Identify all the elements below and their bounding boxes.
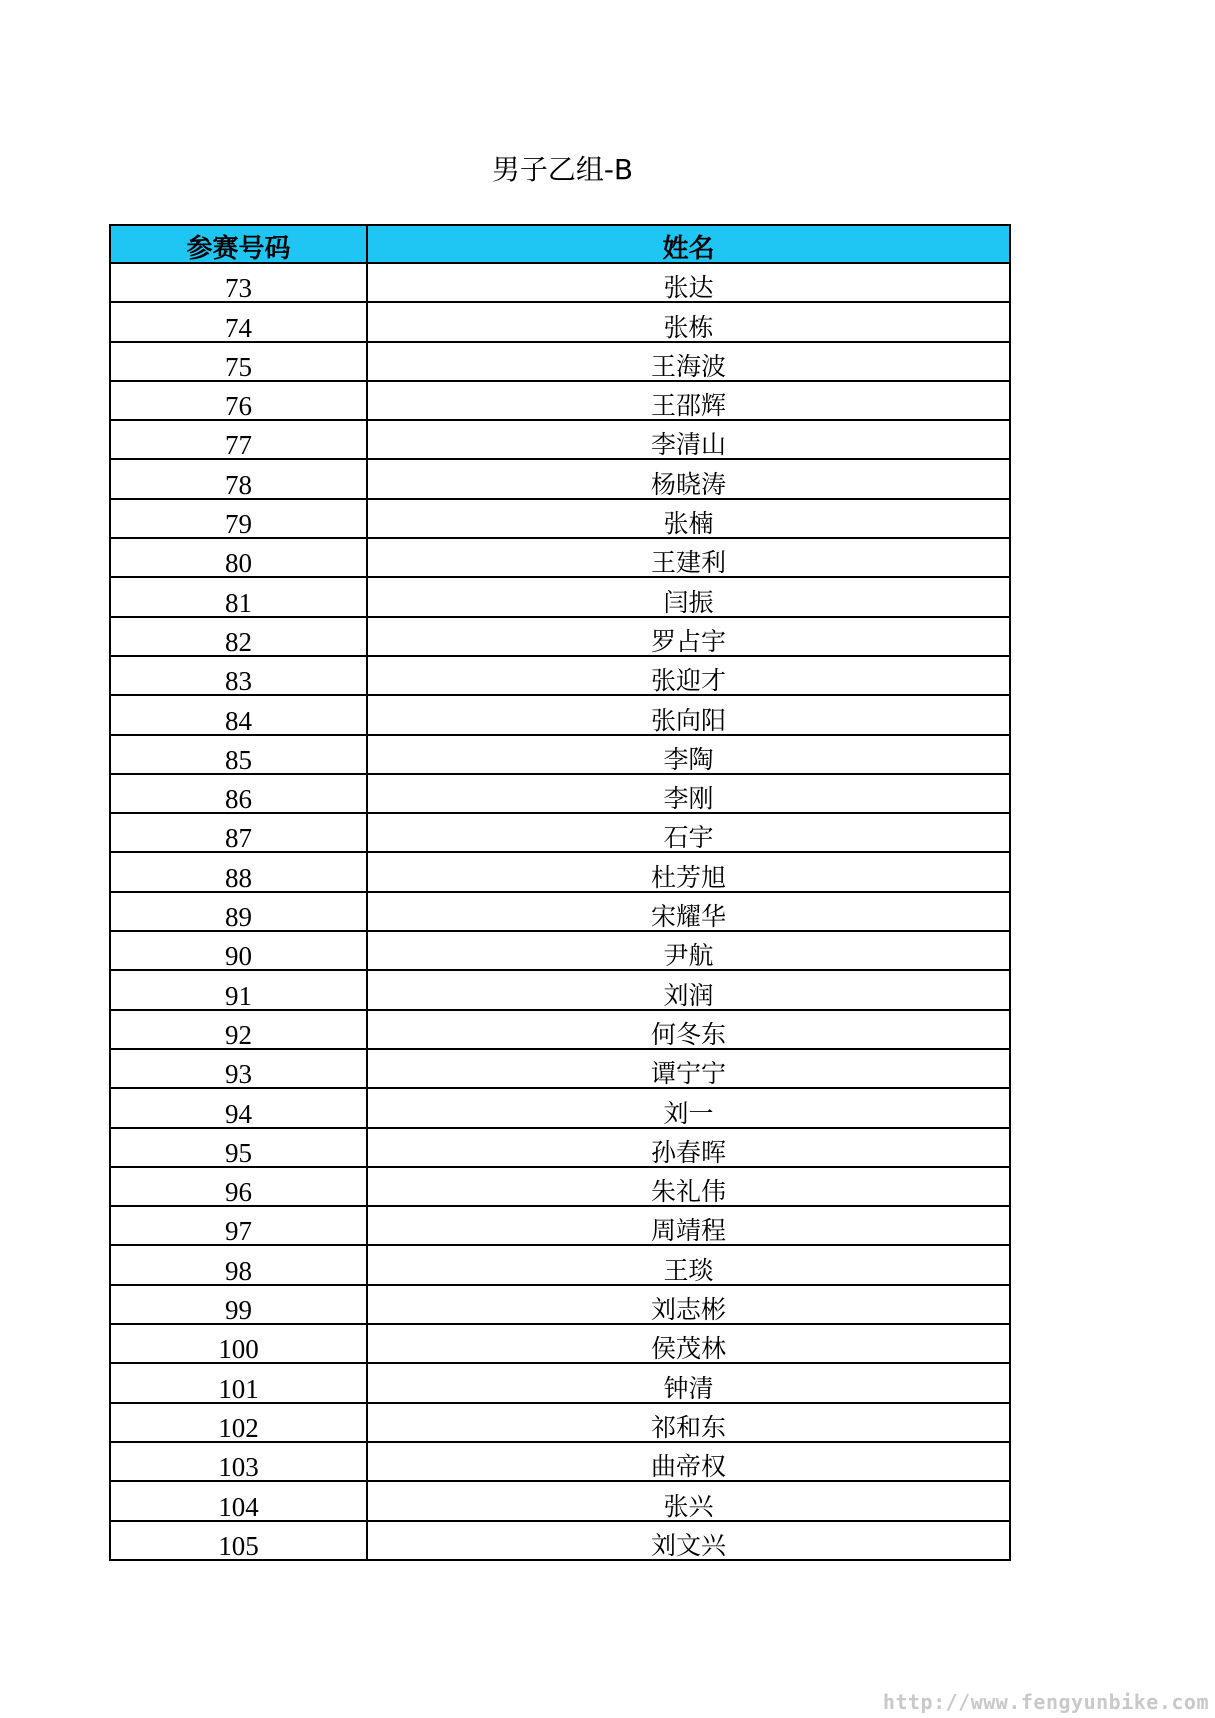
table-row [110, 970, 1010, 1009]
table-row [110, 1206, 1010, 1245]
participant-name: 刘润 [367, 970, 1010, 1009]
participant-name: 王琰 [367, 1245, 1010, 1284]
table-row [110, 1442, 1010, 1481]
participant-number: 77 [110, 420, 367, 459]
participant-name: 谭宁宁 [367, 1049, 1010, 1088]
table-row [110, 342, 1010, 381]
table-row [110, 459, 1010, 498]
table-row [110, 1285, 1010, 1324]
table-row [110, 1049, 1010, 1088]
table-row [110, 577, 1010, 616]
participant-number: 89 [110, 892, 367, 931]
participant-number: 80 [110, 538, 367, 577]
participant-number: 98 [110, 1245, 367, 1284]
participant-name: 张楠 [367, 499, 1010, 538]
table-row [110, 499, 1010, 538]
participant-name: 刘一 [367, 1088, 1010, 1127]
participant-number: 100 [110, 1324, 367, 1363]
table-row [110, 1481, 1010, 1520]
participant-number: 92 [110, 1010, 367, 1049]
participant-number: 94 [110, 1088, 367, 1127]
participant-name: 刘文兴 [367, 1521, 1010, 1560]
participant-number: 91 [110, 970, 367, 1009]
participant-name: 朱礼伟 [367, 1167, 1010, 1206]
participant-number: 90 [110, 931, 367, 970]
participant-name: 侯茂林 [367, 1324, 1010, 1363]
table-row [110, 813, 1010, 852]
participant-name: 李清山 [367, 420, 1010, 459]
participant-name: 宋耀华 [367, 892, 1010, 931]
participant-name: 杜芳旭 [367, 852, 1010, 891]
table-row [110, 1521, 1010, 1560]
participant-number: 73 [110, 263, 367, 302]
table-row [110, 1403, 1010, 1442]
participant-name: 王海波 [367, 342, 1010, 381]
participant-number: 87 [110, 813, 367, 852]
column-header-name: 姓名 [367, 225, 1010, 263]
participant-number: 74 [110, 302, 367, 341]
table-row [110, 656, 1010, 695]
table-header [110, 225, 1010, 263]
table-row [110, 695, 1010, 734]
participant-name: 杨晓涛 [367, 459, 1010, 498]
participant-number: 79 [110, 499, 367, 538]
participant-number: 83 [110, 656, 367, 695]
participant-number: 81 [110, 577, 367, 616]
roster-table [109, 224, 1011, 1561]
table-row [110, 263, 1010, 302]
participant-number: 84 [110, 695, 367, 734]
table-row [110, 1363, 1010, 1402]
participant-name: 闫振 [367, 577, 1010, 616]
participant-number: 75 [110, 342, 367, 381]
participant-number: 101 [110, 1363, 367, 1402]
participant-name: 石宇 [367, 813, 1010, 852]
table-row [110, 302, 1010, 341]
participant-number: 86 [110, 774, 367, 813]
participant-number: 88 [110, 852, 367, 891]
participant-name: 张兴 [367, 1481, 1010, 1520]
participant-name: 张栋 [367, 302, 1010, 341]
participant-name: 张迎才 [367, 656, 1010, 695]
participant-number: 99 [110, 1285, 367, 1324]
table-row [110, 1010, 1010, 1049]
table-row [110, 852, 1010, 891]
participant-name: 李刚 [367, 774, 1010, 813]
participant-name: 周靖程 [367, 1206, 1010, 1245]
participant-name: 王邵辉 [367, 381, 1010, 420]
participant-name: 孙春晖 [367, 1128, 1010, 1167]
participant-name: 张达 [367, 263, 1010, 302]
table-row [110, 420, 1010, 459]
participant-name: 王建利 [367, 538, 1010, 577]
participant-number: 104 [110, 1481, 367, 1520]
table-row [110, 381, 1010, 420]
table-row [110, 931, 1010, 970]
table-body [110, 263, 1010, 1560]
participant-name: 何冬东 [367, 1010, 1010, 1049]
participant-name: 罗占宇 [367, 617, 1010, 656]
table-row [110, 735, 1010, 774]
table-row [110, 538, 1010, 577]
participant-number: 78 [110, 459, 367, 498]
table-row [110, 1128, 1010, 1167]
participant-name: 钟清 [367, 1363, 1010, 1402]
participant-name: 李陶 [367, 735, 1010, 774]
participant-number: 103 [110, 1442, 367, 1481]
table-row [110, 1167, 1010, 1206]
watermark: http://www.fengyunbike.com [882, 1690, 1209, 1714]
participant-number: 97 [110, 1206, 367, 1245]
participant-number: 85 [110, 735, 367, 774]
table-row [110, 774, 1010, 813]
participant-number: 82 [110, 617, 367, 656]
participant-name: 尹航 [367, 931, 1010, 970]
participant-number: 76 [110, 381, 367, 420]
page-title: 男子乙组-B [491, 153, 634, 186]
participant-number: 95 [110, 1128, 367, 1167]
participant-name: 曲帝权 [367, 1442, 1010, 1481]
participant-name: 祁和东 [367, 1403, 1010, 1442]
participant-name: 张向阳 [367, 695, 1010, 734]
participant-number: 96 [110, 1167, 367, 1206]
participant-name: 刘志彬 [367, 1285, 1010, 1324]
table-row [110, 1324, 1010, 1363]
table-row [110, 1245, 1010, 1284]
participant-number: 102 [110, 1403, 367, 1442]
table-row [110, 1088, 1010, 1127]
table-row [110, 617, 1010, 656]
header-row [110, 225, 1010, 263]
column-header-number: 参赛号码 [110, 225, 367, 263]
participant-number: 105 [110, 1521, 367, 1560]
table-row [110, 892, 1010, 931]
participant-number: 93 [110, 1049, 367, 1088]
